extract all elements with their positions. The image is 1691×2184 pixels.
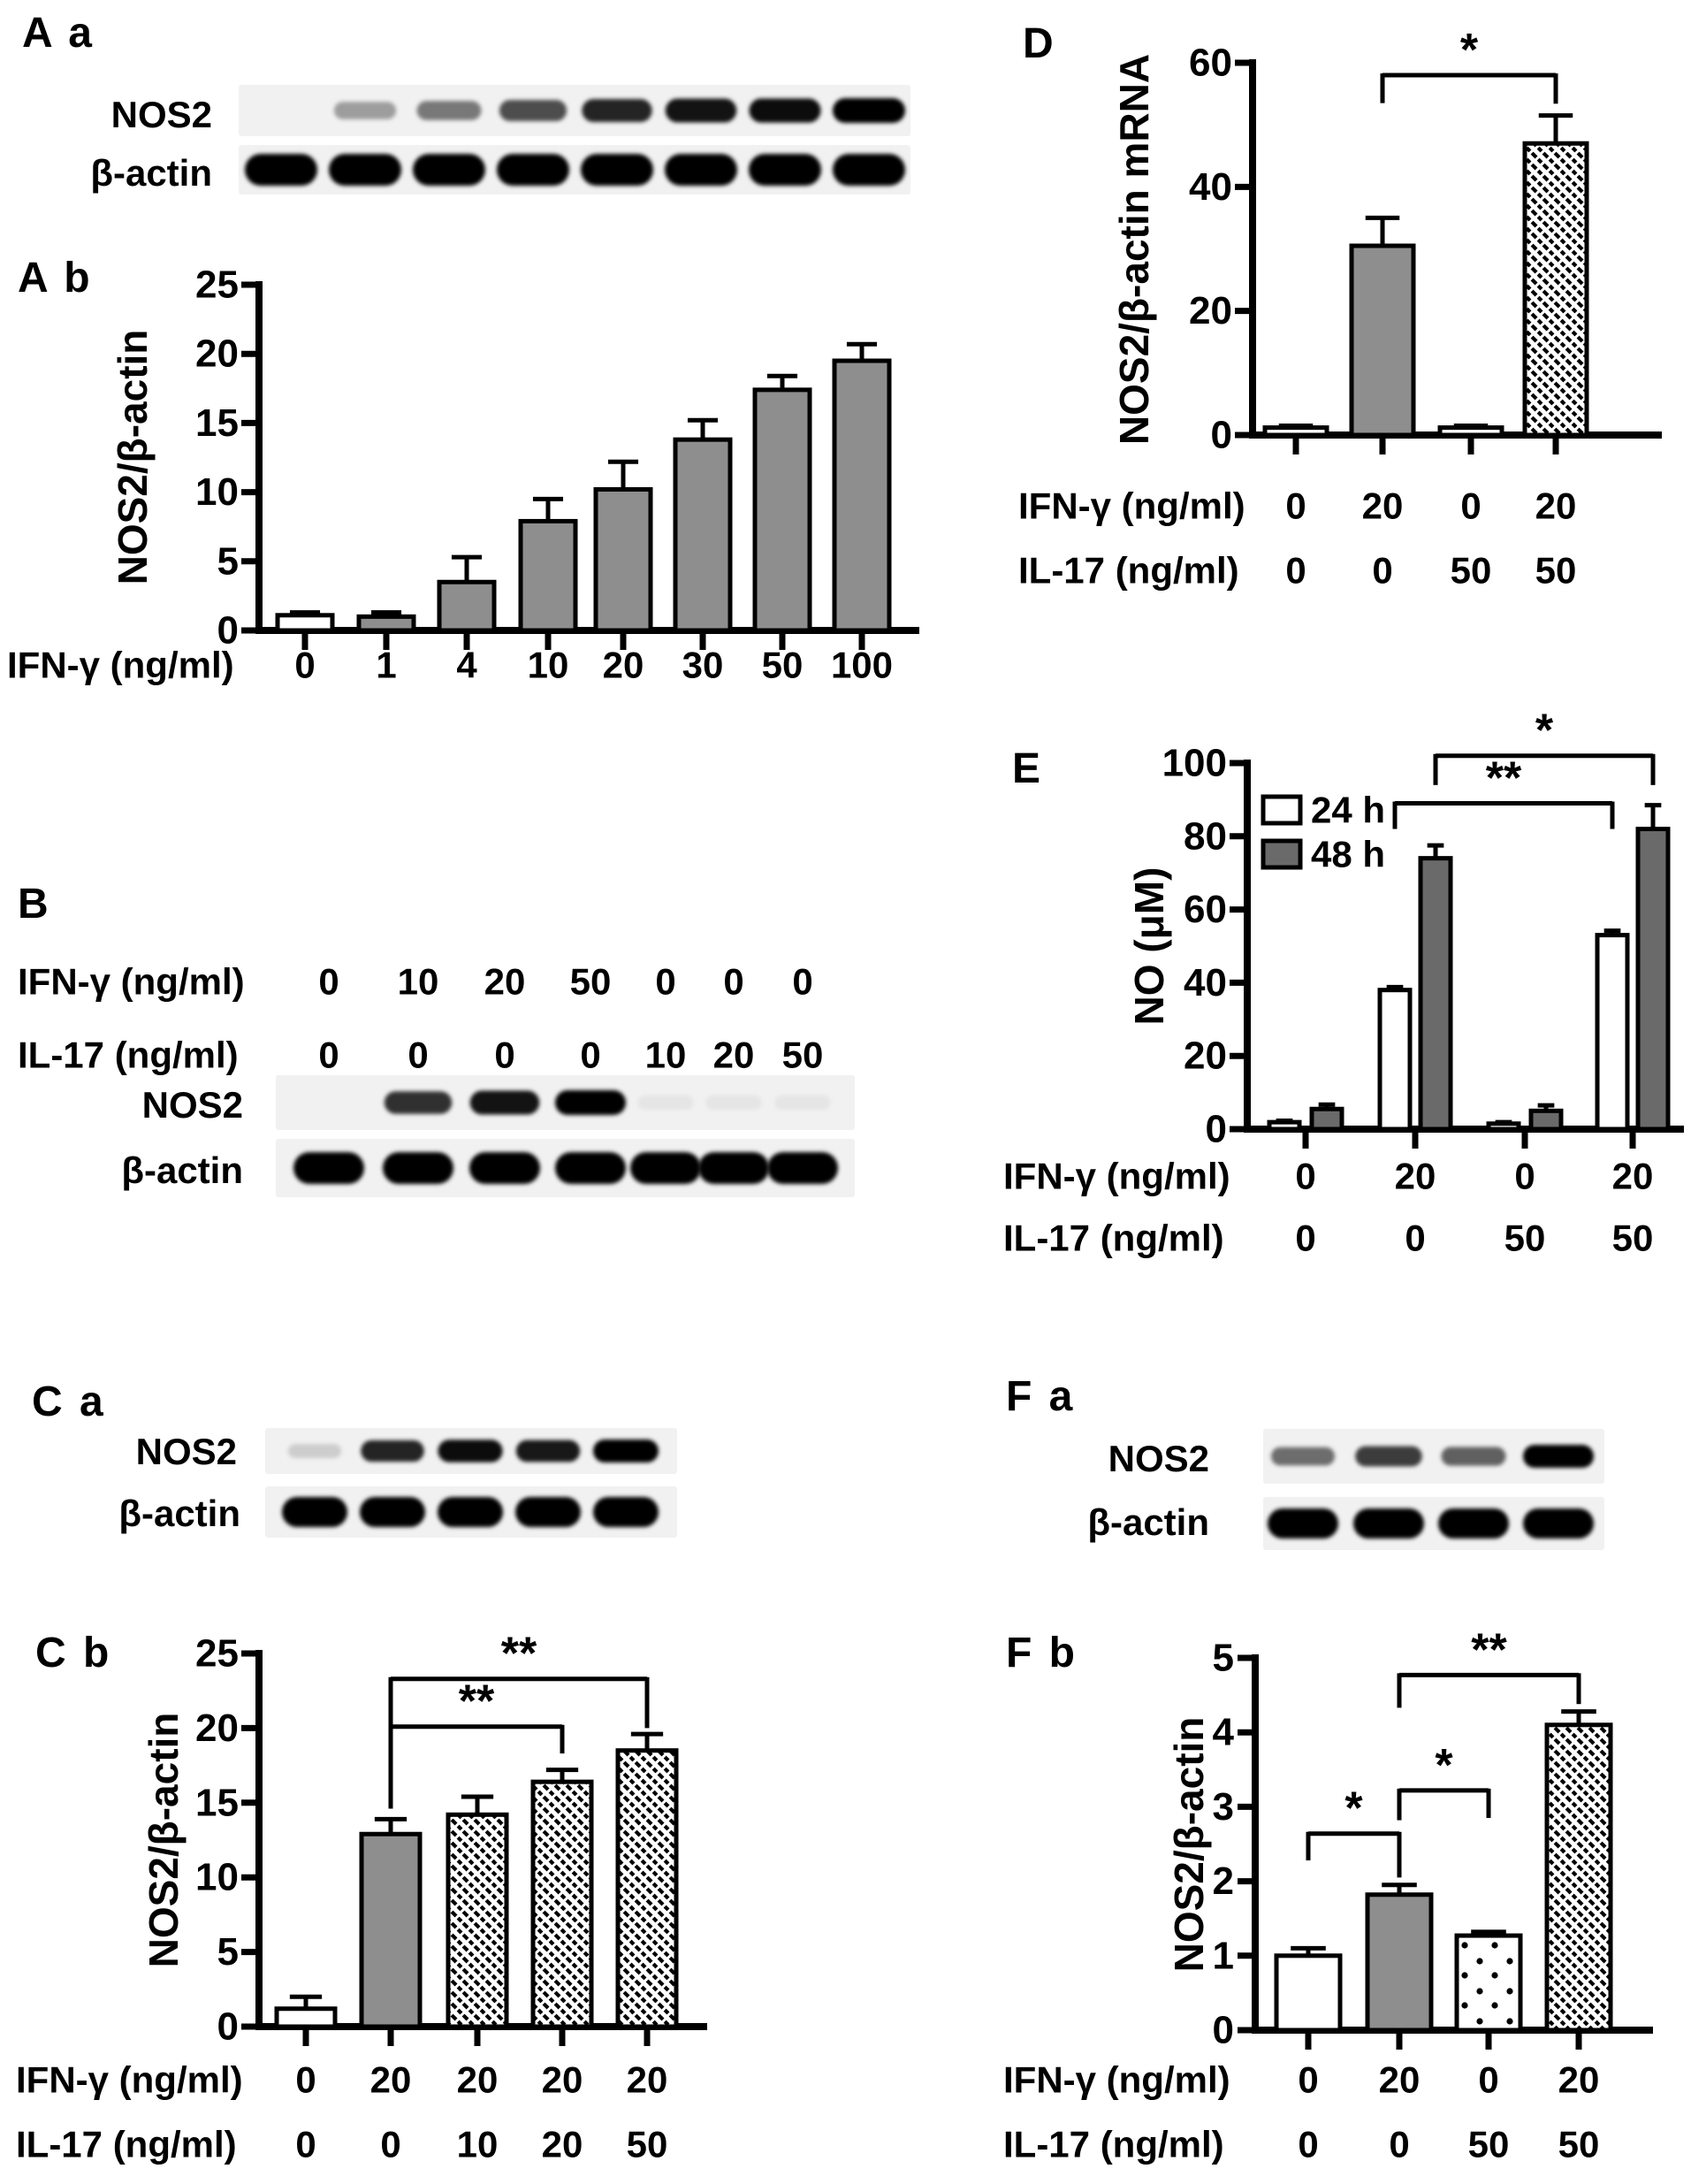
y-axis-title: NOS2/β-actin — [141, 1712, 187, 1968]
y-axis-title: NOS2/β-actin — [110, 329, 156, 585]
x-row-value: 0 — [1285, 549, 1306, 592]
x-row-value: 0 — [380, 2123, 401, 2165]
bar — [1276, 1956, 1340, 2030]
x-row-value: 0 — [1514, 1155, 1535, 1197]
y-tick-label: 5 — [1212, 1636, 1234, 1680]
blot-row-label-nos2: NOS2 — [110, 94, 212, 135]
x-row-value: 20 — [541, 2123, 583, 2165]
dose-value: 20 — [712, 1034, 755, 1076]
sig-label: * — [1344, 1783, 1363, 1835]
x-row-label: IL-17 (ng/ml) — [1018, 549, 1239, 592]
x-row-value: 20 — [456, 2058, 499, 2101]
x-row-value: 20 — [1535, 485, 1577, 527]
x-row-label: IFN-γ (ng/ml) — [1003, 1155, 1230, 1197]
y-tick-label: 15 — [195, 401, 239, 445]
x-row-value: 1 — [376, 644, 397, 686]
y-tick-label: 100 — [1162, 741, 1227, 785]
y-tick-label: 20 — [1189, 289, 1232, 333]
blot-row-label-actin: β-actin — [1087, 1501, 1209, 1543]
y-tick-label: 60 — [1189, 41, 1232, 85]
y-tick-label: 20 — [1184, 1034, 1227, 1078]
dose-value: 0 — [318, 960, 339, 1003]
x-row-value: 0 — [1389, 2123, 1410, 2165]
dose-value: 50 — [569, 960, 612, 1003]
x-row-value: 50 — [1504, 1217, 1546, 1259]
sig-bracket — [1399, 1740, 1489, 1821]
x-row-value: 0 — [295, 2058, 316, 2101]
x-row-value: 20 — [626, 2058, 668, 2101]
x-row-label: IL-17 (ng/ml) — [1003, 1217, 1224, 1259]
dose-row-label: IL-17 (ng/ml) — [18, 1034, 239, 1076]
dose-value: 10 — [397, 960, 439, 1003]
x-row-value: 0 — [1405, 1217, 1426, 1259]
y-tick-label: 2 — [1212, 1859, 1234, 1904]
x-row-label: IFN-γ (ng/ml) — [16, 2058, 243, 2101]
x-row-value: 0 — [295, 2123, 316, 2165]
y-axis-title: NOS2/β-actin mRNA — [1111, 53, 1157, 446]
blot-row-label-actin: β-actin — [118, 1493, 240, 1534]
panel-label-Fb: F b — [1006, 1630, 1078, 1676]
legend-label: 48 h — [1311, 833, 1386, 875]
bar — [1547, 1725, 1611, 2030]
x-row-value: 100 — [830, 644, 894, 686]
panel-label-Ab: A b — [18, 255, 93, 302]
x-row-label: IL-17 (ng/ml) — [16, 2123, 237, 2165]
x-row-value: 20 — [1378, 2058, 1421, 2101]
dose-value: 10 — [644, 1034, 687, 1076]
bar — [1457, 1936, 1520, 2030]
y-tick-label: 25 — [195, 263, 239, 307]
dose-value: 0 — [580, 1034, 601, 1076]
x-row-value: 50 — [626, 2123, 668, 2165]
sig-label: * — [1535, 705, 1554, 757]
x-row-value: 50 — [761, 644, 804, 686]
x-row-label: IFN-γ (ng/ml) — [7, 644, 234, 686]
x-row-value: 0 — [1478, 2058, 1499, 2101]
y-tick-label: 10 — [195, 470, 239, 515]
x-row-value: 20 — [1394, 1155, 1436, 1197]
x-row-value: 0 — [294, 644, 316, 686]
x-row-value: 50 — [1535, 549, 1577, 592]
blot-row-label-nos2: NOS2 — [1108, 1438, 1209, 1479]
y-tick-label: 20 — [195, 332, 239, 376]
y-tick-label: 15 — [195, 1781, 239, 1825]
y-tick-label: 25 — [195, 1631, 239, 1676]
dose-value: 0 — [318, 1034, 339, 1076]
dose-row-label: IFN-γ (ng/ml) — [18, 960, 245, 1003]
x-row-value: 50 — [1611, 1217, 1654, 1259]
y-tick-label: 60 — [1184, 888, 1227, 932]
x-row-value: 0 — [1295, 1217, 1316, 1259]
x-row-value: 50 — [1467, 2123, 1510, 2165]
y-axis-title: NO (μM) — [1126, 867, 1172, 1026]
y-tick-label: 80 — [1184, 814, 1227, 859]
x-row-value: 10 — [527, 644, 569, 686]
x-row-value: 0 — [1285, 485, 1306, 527]
dose-value: 20 — [484, 960, 526, 1003]
x-row-value: 50 — [1558, 2123, 1600, 2165]
panel-label-Ca: C a — [32, 1378, 106, 1425]
y-tick-label: 0 — [1212, 2008, 1234, 2052]
y-tick-label: 3 — [1212, 1784, 1234, 1829]
y-tick-label: 5 — [217, 539, 239, 584]
y-tick-label: 0 — [217, 2005, 239, 2049]
x-row-value: 10 — [456, 2123, 499, 2165]
x-row-value: 0 — [1298, 2123, 1319, 2165]
x-row-value: 20 — [369, 2058, 412, 2101]
x-row-value: 4 — [456, 644, 477, 686]
x-row-value: 20 — [1361, 485, 1404, 527]
x-row-value: 0 — [1295, 1155, 1316, 1197]
sig-label: ** — [458, 1676, 495, 1728]
sig-label: ** — [1471, 1624, 1507, 1676]
blot-row-label-nos2: NOS2 — [135, 1431, 237, 1472]
y-tick-label: 5 — [217, 1930, 239, 1974]
y-tick-label: 40 — [1184, 960, 1227, 1004]
x-row-label: IFN-γ (ng/ml) — [1003, 2058, 1230, 2101]
x-row-value: 20 — [1611, 1155, 1654, 1197]
dose-value: 0 — [723, 960, 744, 1003]
panel-label-Aa: A a — [22, 10, 95, 57]
sig-bracket — [1308, 1783, 1399, 1878]
panel-label-B: B — [18, 881, 51, 928]
y-tick-label: 40 — [1189, 164, 1232, 209]
dose-value: 0 — [655, 960, 676, 1003]
x-row-value: 0 — [1298, 2058, 1319, 2101]
x-row-value: 20 — [602, 644, 644, 686]
legend-label: 24 h — [1311, 789, 1386, 831]
y-tick-label: 20 — [195, 1706, 239, 1750]
sig-label: ** — [500, 1628, 537, 1680]
x-ticks — [1308, 2034, 1579, 2050]
x-row-label: IFN-γ (ng/ml) — [1018, 485, 1245, 527]
sig-label: ** — [1485, 752, 1522, 805]
blot-row-label-nos2: NOS2 — [141, 1084, 243, 1126]
blot-row-label-actin: β-actin — [121, 1149, 243, 1191]
sig-label: * — [1435, 1739, 1453, 1791]
x-row-value: 0 — [1372, 549, 1393, 592]
x-row-value: 20 — [541, 2058, 583, 2101]
y-tick-label: 0 — [217, 608, 239, 653]
sig-bracket — [1399, 1624, 1579, 1707]
x-row-value: 0 — [1460, 485, 1482, 527]
x-row-value: 30 — [682, 644, 724, 686]
panel-label-E: E — [1012, 745, 1044, 792]
x-row-value: 20 — [1558, 2058, 1600, 2101]
x-row — [1003, 2059, 1599, 2101]
dose-value: 50 — [781, 1034, 824, 1076]
dose-value: 0 — [792, 960, 813, 1003]
panel-label-Fa: F a — [1006, 1373, 1076, 1420]
panel-label-D: D — [1023, 20, 1056, 67]
y-tick-label: 0 — [1205, 1107, 1227, 1151]
x-row-label: IL-17 (ng/ml) — [1003, 2123, 1224, 2165]
blot-row-label-actin: β-actin — [90, 152, 212, 194]
y-tick-label: 0 — [1210, 413, 1232, 457]
y-tick-label: 1 — [1212, 1934, 1234, 1978]
x-row — [1003, 2124, 1599, 2165]
dose-value: 0 — [494, 1034, 515, 1076]
dose-value: 0 — [408, 1034, 429, 1076]
y-axis-title: NOS2/β-actin — [1166, 1716, 1212, 1973]
sig-label: * — [1459, 25, 1479, 77]
x-row-value: 50 — [1450, 549, 1492, 592]
bar — [1367, 1895, 1431, 2030]
y-tick-label: 10 — [195, 1855, 239, 1899]
panel-label-Cb: C b — [35, 1630, 112, 1676]
y-tick-label: 4 — [1212, 1710, 1234, 1754]
